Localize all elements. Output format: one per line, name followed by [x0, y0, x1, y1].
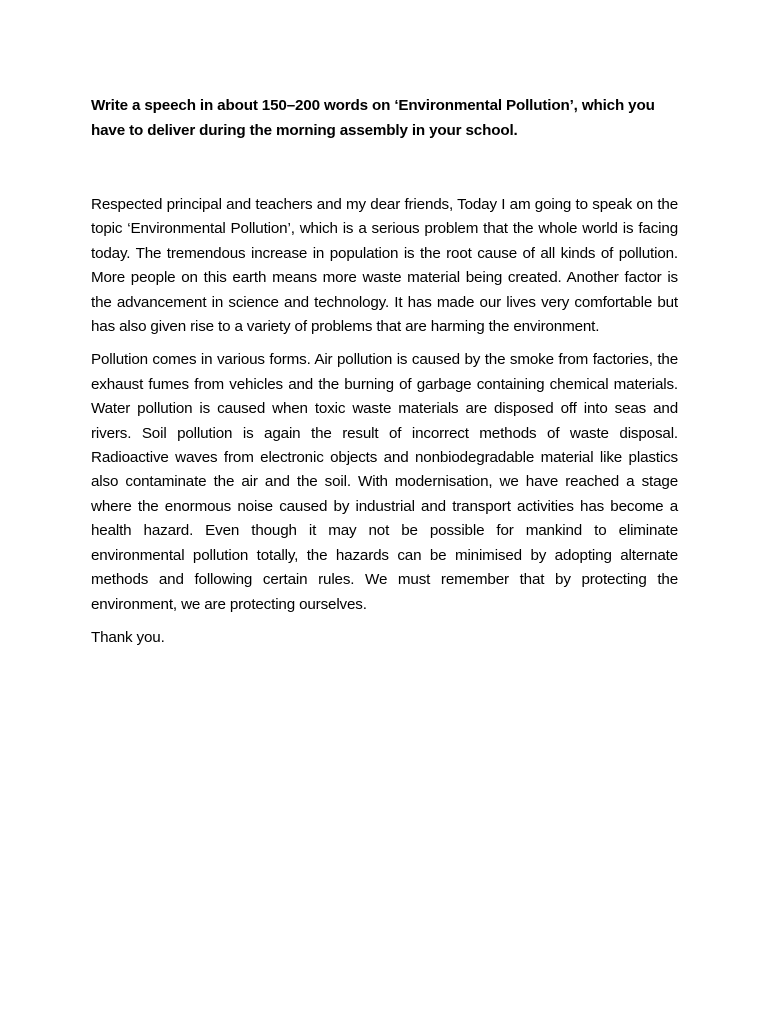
question-prompt: Write a speech in about 150–200 words on ‘Environmental Pollution’, which you have to deliver during the morning assembly in your school.	[91, 97, 655, 139]
speech-paragraph-forms: Pollution comes in various forms. Air pollution is caused by the smoke from factories, the exhaust fumes from vehicles and the burning of garbage containing chemical materials. Water pollution is caused when toxic waste materials are disposed off into seas and rivers. Soil pollution is again the result of incorrect methods of waste disposal. Radioactive waves from electronic objects and nonbiodegradable material like plastics also contaminate the air and the soil. With modernisation, we have reached a stage where the enormous noise caused by industrial and transport activities has become a health hazard. Even though it may not be possible for mankind to eliminate environmental pollution totally, the hazards can be minimised by adopting alternate methods and following certain rules. We must remember that by protecting the environment, we are protecting ourselves.	[91, 351, 678, 613]
document-content	[91, 94, 678, 650]
speech-paragraph-intro: Respected principal and teachers and my dear friends, Today I am going to speak on the topic ‘Environmental Pollution’, which is a serious problem that the whole world is facing today. The tremendous increase in population is the root cause of all kinds of pollution. More people on this earth means more waste material being created. Another factor is the advancement in science and technology. It has made our lives very comfortable but has also given rise to a variety of problems that are harming the environment.	[91, 196, 678, 336]
speech-closing: Thank you.	[91, 628, 165, 646]
speech-body	[91, 193, 678, 650]
